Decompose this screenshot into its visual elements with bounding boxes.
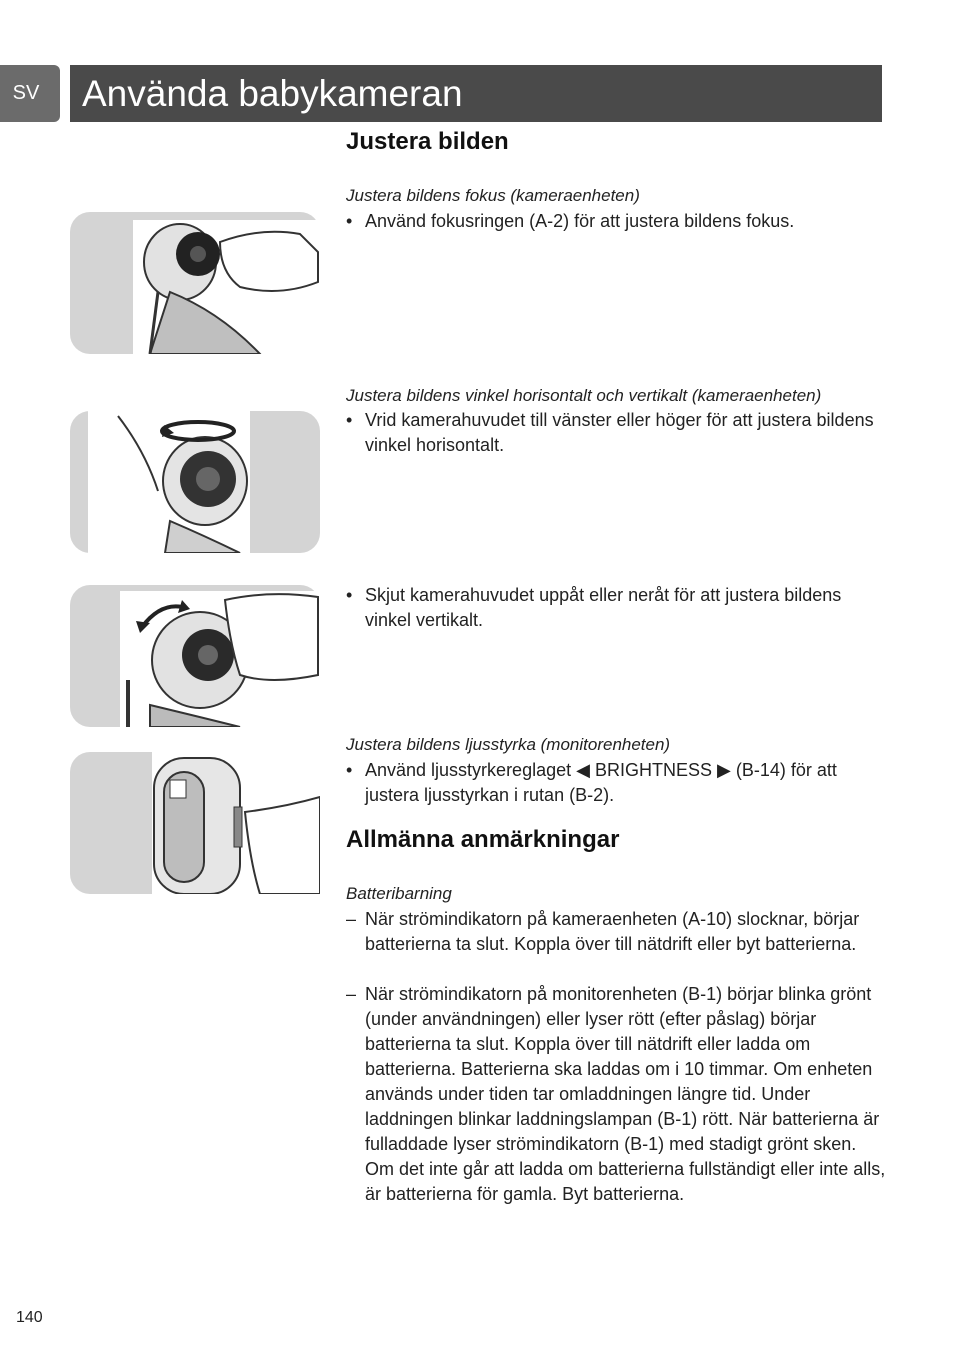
bullet-brightness <box>346 758 886 808</box>
subheading-angle: Justera bildens vinkel horisontalt och vertikalt (kameraenheten) <box>346 386 822 405</box>
figure-focus-ring <box>70 212 320 354</box>
subheading-battery: Batteribarning <box>346 884 452 903</box>
bullet-text: Använd ljusstyrkereglaget ◀ BRIGHTNESS ▶ (B-14) för att justera ljusstyrkan i rutan (B-2). <box>365 760 837 805</box>
bullet-angle-horizontal <box>346 408 886 458</box>
subheading-focus: Justera bildens fokus (kameraenheten) <box>346 186 640 205</box>
tilt-vertical-illustration <box>70 585 320 727</box>
dash-mark: – <box>346 909 357 929</box>
subheading-brightness: Justera bildens ljusstyrka (monitorenheten) <box>346 735 671 754</box>
focus-ring-illustration <box>70 212 320 354</box>
list-item-text: När strömindikatorn på monitorenheten (B-1) börjar blinka grönt (under användningen) eller lyser rött (efter påslag) börjar batterierna ta slut. Koppla över till nätdrift eller ladda om batterierna. Batterierna ska laddas om i 10 timmar. Om enheten används under tiden tar omladdningen längre tid. Under laddningen blinkar laddningslampan (B-1) rött. När batterierna är fulladdade lyser strömindikatorn (B-1) med stadigt grönt sken. Om det inte går att ladda om batterierna fullständigt eller inte alls, är batterierna för gamla. Byt batterierna. <box>365 984 886 1204</box>
section-heading-allmanna: Allmänna anmärkningar <box>346 826 620 853</box>
language-tab: SV <box>0 65 60 122</box>
bullet-text: Vrid kamerahuvudet till vänster eller höger för att justera bildens vinkel horisontalt. <box>365 410 874 455</box>
figure-rotate-horizontal <box>70 411 320 553</box>
brightness-control-illustration <box>70 752 320 894</box>
bullet-mark: • <box>346 211 353 231</box>
list-item-text: När strömindikatorn på kameraenheten (A-10) slocknar, börjar batterierna ta slut. Koppla över till nätdrift eller byt batterierna. <box>365 909 860 954</box>
bullet-mark: • <box>346 585 353 605</box>
section-heading-justera-bilden: Justera bilden <box>346 128 509 155</box>
figure-tilt-vertical <box>70 585 320 727</box>
list-item <box>346 982 886 1207</box>
list-item <box>346 907 886 957</box>
page-number: 140 <box>16 1309 43 1326</box>
dash-mark: – <box>346 984 357 1004</box>
page-title: Använda babykameran <box>82 73 463 114</box>
bullet-mark: • <box>346 760 353 780</box>
title-bar <box>70 65 882 122</box>
rotate-horizontal-illustration <box>70 411 320 553</box>
bullet-angle-vertical <box>346 583 886 633</box>
bullet-mark: • <box>346 410 353 430</box>
bullet-text: Använd fokusringen (A-2) för att justera bildens fokus. <box>365 211 795 231</box>
bullet-focus <box>346 209 886 234</box>
bullet-text: Skjut kamerahuvudet uppåt eller neråt för att justera bildens vinkel vertikalt. <box>365 585 842 630</box>
figure-brightness-control <box>70 752 320 894</box>
